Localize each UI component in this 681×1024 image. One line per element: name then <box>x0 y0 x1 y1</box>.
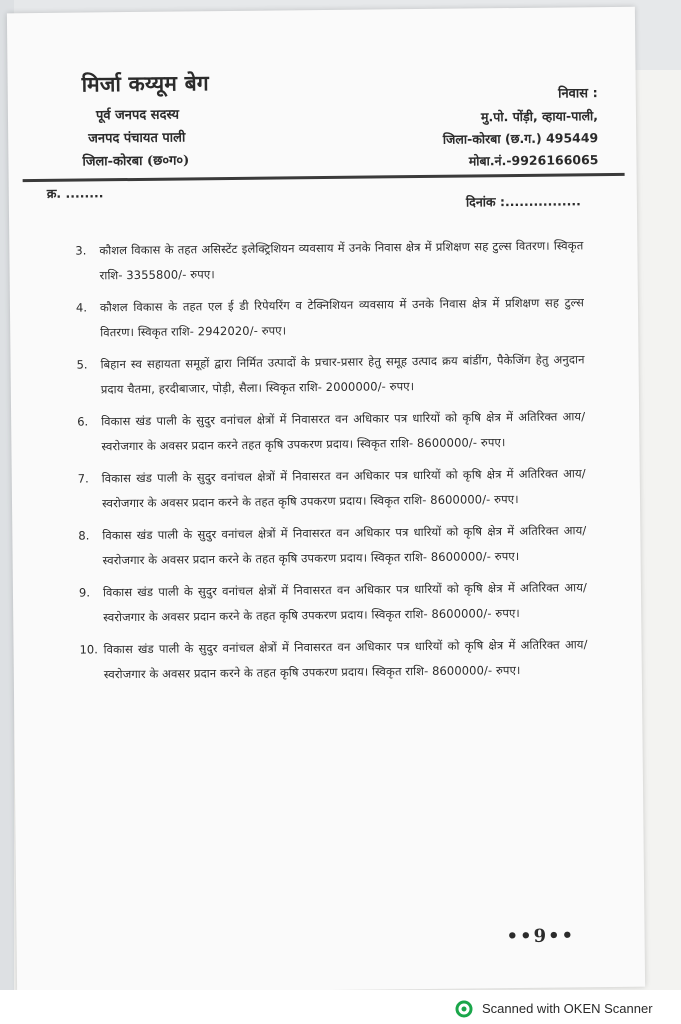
item-number: 10. <box>79 642 98 657</box>
item-text: विकास खंड पाली के सुदुर वनांचल क्षेत्रों में निवासरत वन अधिकार पत्र धारियों को कृषि क्षेत्र में अतिरिक्त आय/स्वरोजगार के अवसर प्रदान करने के तहत कृषि उपकरण प्रदाय। स्विकृत राशि- 8600000/- रुपए। <box>101 466 586 511</box>
residence-address-line1: मु.पो. पोंड़ी, व्हाया-पाली, <box>480 108 599 125</box>
list-item <box>78 518 586 573</box>
sender-body: जनपद पंचायत पाली <box>88 130 186 147</box>
scanner-logo-icon <box>455 1000 473 1018</box>
item-list <box>75 233 588 694</box>
letterhead-residence <box>398 83 599 173</box>
list-item <box>76 347 584 402</box>
list-item <box>76 290 584 345</box>
sender-district: जिला-कोरबा (छ०ग०) <box>82 153 190 170</box>
residence-title: निवास : <box>557 86 598 102</box>
item-text: बिहान स्व सहायता समूहों द्वारा निर्मित उत्पादों के प्रचार-प्रसार हेतु समूह उत्पाद क्रय बांडींग, पैकेजिंग हेतु अनुदान प्रदाय चैतमा, हरदीबाजार, पोड़ी, सैला। स्विकृत राशि- 2000000/- रुपए। <box>100 352 585 397</box>
item-number: 9. <box>78 585 91 600</box>
letterhead-sender <box>81 68 302 173</box>
item-text: विकास खंड पाली के सुदुर वनांचल क्षेत्रों में निवासरत वन अधिकार पत्र धारियों को कृषि क्षेत्र में अतिरिक्त आय/स्वरोजगार के अवसर प्रदान करने के तहत कृषि उपकरण प्रदाय। स्विकृत राशि- 8600000/- रुपए। <box>102 580 588 625</box>
item-number: 4. <box>75 300 88 315</box>
item-number: 8. <box>78 528 90 543</box>
list-item <box>79 632 587 687</box>
item-text: कौशल विकास के तहत असिस्टेंट इलेक्ट्रिशियन व्यवसाय में उनके निवास क्षेत्र में प्रशिक्षण सह टुल्स वितरण। स्विकृत राशि- 3355800/- रुपए। <box>99 238 584 283</box>
sender-name: मिर्जा कय्यूम बेग <box>81 70 209 97</box>
item-number: 7. <box>77 471 89 486</box>
letterhead-divider <box>23 173 625 182</box>
residence-address-line2: जिला-कोरबा (छ.ग.) 495449 <box>442 130 599 147</box>
item-text: विकास खंड पाली के सुदुर वनांचल क्षेत्रों में निवासरत वन अधिकार पत्र धारियों को कृषि क्षेत्र में अतिरिक्त आय/स्वरोजगार के अवसर प्रदान करने के तहत कृषि उपकरण प्रदाय। स्विकृत राशि- 8600000/- रुपए। <box>102 523 587 568</box>
reference-number: क्र. ........ <box>46 185 104 201</box>
item-number: 5. <box>76 357 88 372</box>
item-number: 6. <box>77 414 89 429</box>
page-number: ••9•• <box>506 925 576 948</box>
list-item <box>75 233 583 288</box>
item-text: विकास खंड पाली के सुदुर वनांचल क्षेत्रों में निवासरत वन अधिकार पत्र धारियों को कृषि क्षेत्र में अतिरिक्त आय/स्वरोजगार के अवसर प्रदान करने के तहत कृषि उपकरण प्रदाय। स्विकृत राशि- 8600000/- रुपए। <box>103 637 588 682</box>
list-item <box>79 575 587 630</box>
residence-mobile: मोबा.नं.-9926166065 <box>468 152 599 169</box>
item-text: विकास खंड पाली के सुदुर वनांचल क्षेत्रों में निवासरत वन अधिकार पत्र धारियों को कृषि क्षेत्र में अतिरिक्त आय/ स्वरोजगार के अवसर प्रदान करने तहत कृषि उपकरण प्रदाय। स्विकृत राशि- 8600000/- रुपए। <box>101 409 586 454</box>
scanner-watermark: Scanned with OKEN Scanner <box>482 1001 653 1016</box>
list-item <box>78 461 586 516</box>
item-text: कौशल विकास के तहत एल ई डी रिपेयरिंग व टेक्निशियन व्यवसाय में उनके निवास क्षेत्र में प्रशिक्षण सह टुल्स वितरण। स्विकृत राशि- 2942020/- रुपए। <box>99 295 585 340</box>
date-field: दिनांक :................ <box>465 193 581 210</box>
item-number: 3. <box>75 243 87 258</box>
document-page <box>7 7 645 994</box>
list-item <box>77 404 585 459</box>
sender-designation: पूर्व जनपद सदस्य <box>95 107 180 124</box>
